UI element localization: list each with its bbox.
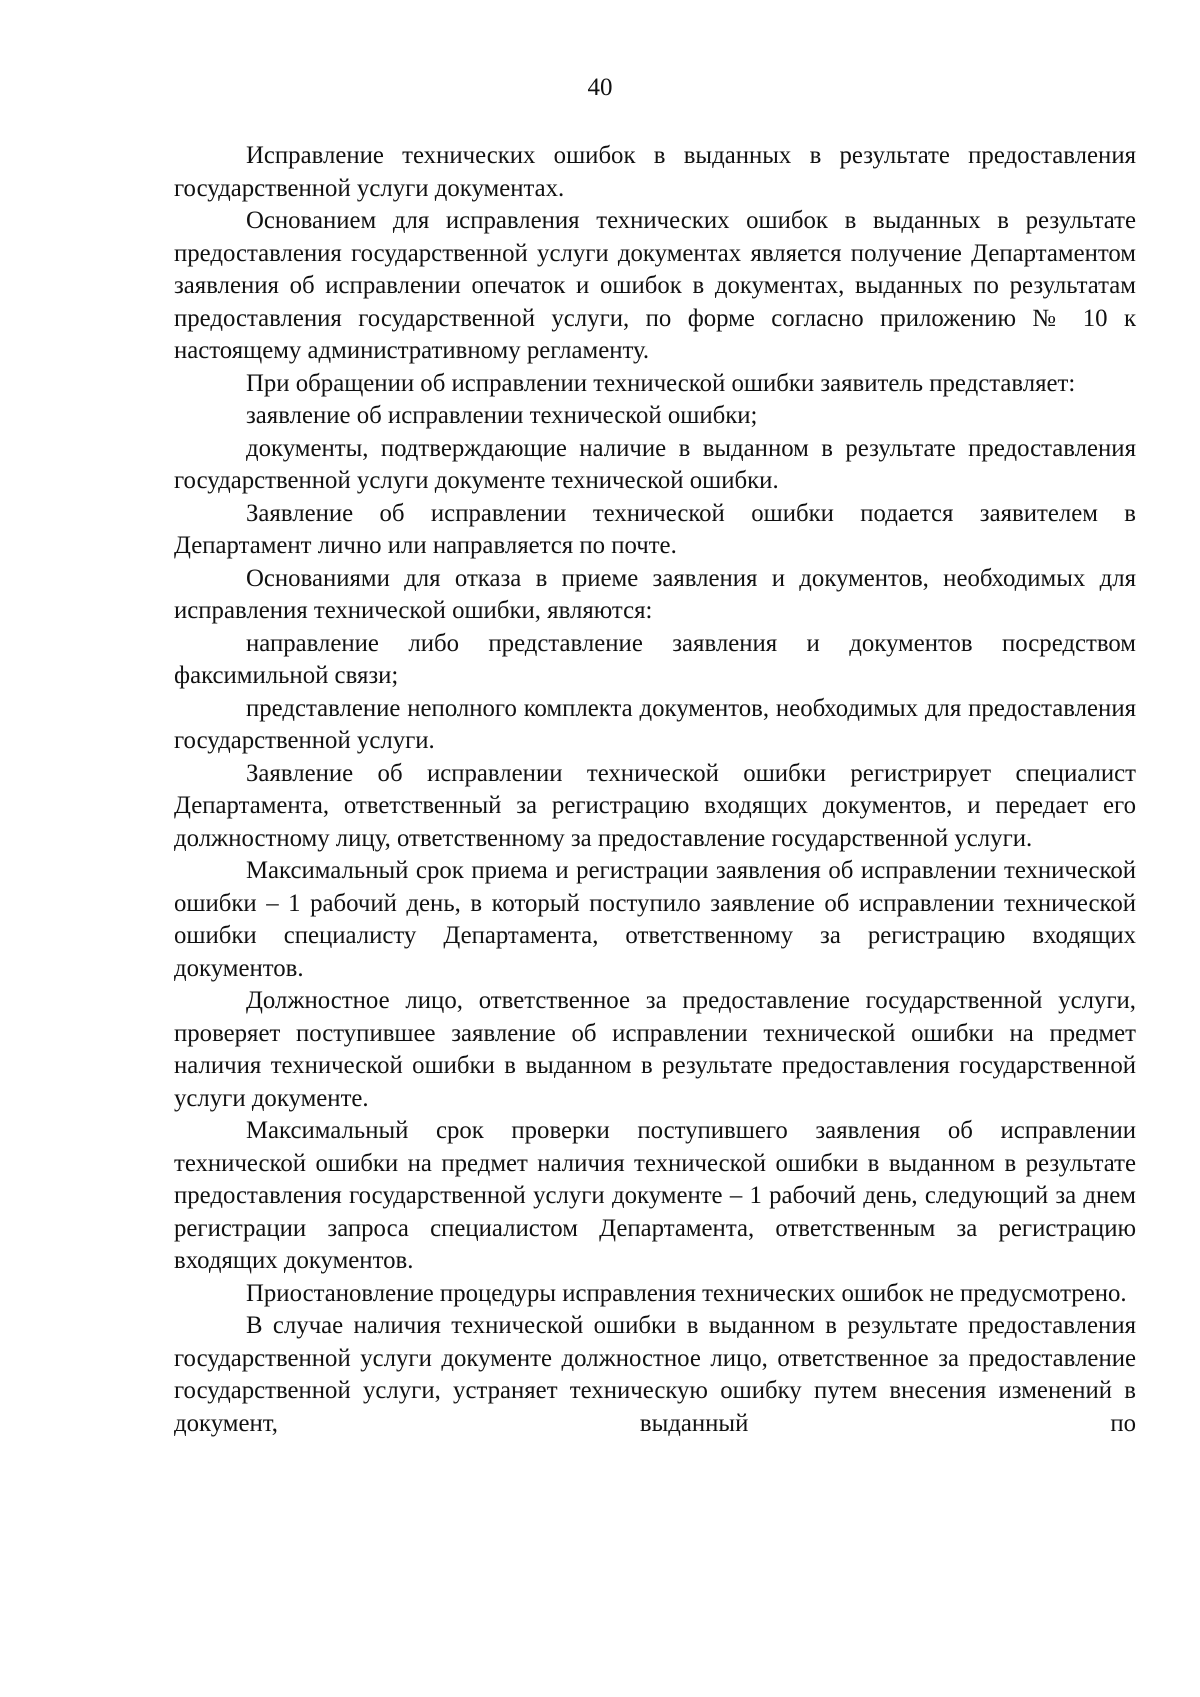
- paragraph-5: документы, подтверждающие наличие в выданном в результате предоставления государственной услуги документе технической ошибки.: [174, 434, 1136, 494]
- paragraph-14: Приостановление процедуры исправления технических ошибок не предусмотрено.: [246, 1279, 1127, 1307]
- paragraph-1: Исправление технических ошибок в выданных в результате предоставления государственной услуги документах.: [174, 142, 1136, 202]
- page-number: 40: [587, 74, 613, 101]
- paragraph-7: Основаниями для отказа в приеме заявления и документов, необходимых для исправления технической ошибки, являются:: [174, 564, 1136, 624]
- document-body: [174, 140, 1136, 1440]
- paragraph-4: заявление об исправлении технической ошибки;: [246, 402, 758, 429]
- paragraph-8: направление либо представление заявления и документов посредством факсимильной связи;: [174, 629, 1136, 689]
- paragraph-13: Максимальный срок проверки поступившего заявления об исправлении технической ошибки на предмет наличия технической ошибки в выданном в результате предоставления государственной услуги документе – 1 рабочий день, следующий за днем регистрации запроса специалистом Департамента, ответственным за регистрацию входящих документов.: [174, 1117, 1136, 1274]
- paragraph-15: В случае наличия технической ошибки в выданном в результате предоставления государственной услуги документе должностное лицо, ответственное за предоставление государственной услуги, устраняет техническую ошибку путем внесения изменений в документ, выданный по: [174, 1312, 1136, 1437]
- paragraph-6: Заявление об исправлении технической ошибки подается заявителем в Департамент лично или направляется по почте.: [174, 499, 1136, 559]
- paragraph-10: Заявление об исправлении технической ошибки регистрирует специалист Департамента, ответственный за регистрацию входящих документов, и передает его должностному лицу, ответственному за предоставление государственной услуги.: [174, 759, 1136, 852]
- paragraph-12: Должностное лицо, ответственное за предоставление государственной услуги, проверяет поступившее заявление об исправлении технической ошибки на предмет наличия технической ошибки в выданном в результате предоставления государственной услуги документе.: [174, 987, 1136, 1112]
- paragraph-11: Максимальный срок приема и регистрации заявления об исправлении технической ошибки – 1 рабочий день, в который поступило заявление об исправлении технической ошибки специалисту Департамента, ответственному за регистрацию входящих документов.: [174, 857, 1136, 982]
- paragraph-9: представление неполного комплекта документов, необходимых для предоставления государственной услуги.: [174, 694, 1136, 754]
- paragraph-3: При обращении об исправлении технической ошибки заявитель представляет:: [246, 369, 1076, 397]
- paragraph-2: Основанием для исправления технических ошибок в выданных в результате предоставления государственной услуги документах является получение Департаментом заявления об исправлении опечаток и ошибок в документах, выданных по результатам предоставления государственной услуги, по форме согласно приложению № 10 к настоящему административному регламенту.: [174, 207, 1136, 364]
